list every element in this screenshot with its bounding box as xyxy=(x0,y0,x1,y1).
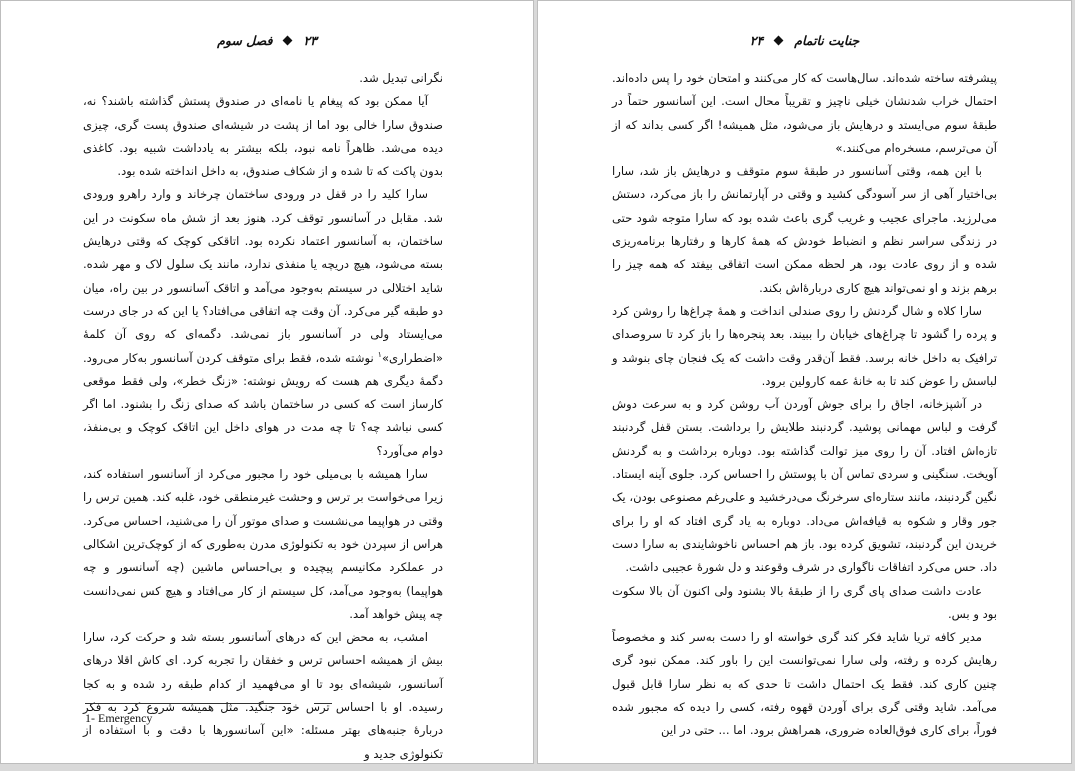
paragraph: سارا کلاه و شال گردنش را روی صندلی انداخت و همهٔ چراغ‌ها را روشن کرد و پرده را گشود تا چراغ‌های خیابان را ببیند. بعد پنجره‌ها را باز کرد تا سروصدای ترافیک به داخل خانه برسد. فقط آن‌قدر وقت داشت که یک فنجان چای بنوشد و لباسش را عوض کند تا به خانهٔ عمه کارولین برود. xyxy=(612,303,997,388)
right-page xyxy=(537,0,1072,764)
footnote-separator xyxy=(314,703,332,704)
footnote-separator xyxy=(85,703,291,704)
paragraph: عادت داشت صدای پای گری را از طبقهٔ بالا بشنود ولی اکنون آن بالا سکوت بود و بس. xyxy=(612,583,997,621)
left-page-body xyxy=(83,67,443,764)
paragraph xyxy=(83,183,443,463)
paragraph-text: نوشته شده، فقط برای متوقف کردن آسانسور به‌کار می‌رود. دگمهٔ دیگری هم هست که رویش نوشته: «زنگ خطر»، ولی فقط موقعی کارساز است که کسی در ساختمان باشد که صدای زنگ را بشنود. اما اگر کسی نباشد چه؟ تا چه مدت در هوای داخل این اتاقک کوچک و بی‌منفذ، دوام می‌آورد؟ xyxy=(83,350,443,458)
left-page xyxy=(0,0,534,764)
paragraph: سارا همیشه با بی‌میلی خود را مجبور می‌کرد از آسانسور استفاده کند، زیرا می‌خواست بر ترس و وحشت غیرمنطقی خود، غلبه کند. همین ترس را وقتی در هواپیما می‌نشست و صدای موتور آن را می‌شنید، احساس می‌کرد. هراس از سپردن خود به تکنولوژی مدرن به‌طوری که از کوچک‌ترین اشکالی در عملکرد مکانیسم پیچیده و بی‌احساس ماشین (چه آسانسور و چه هواپیما) به‌وجود می‌آمد، کل سیستم از کار می‌افتاد و هیچ کس نمی‌دانست چه پیش خواهد آمد. xyxy=(83,467,443,621)
right-page-header xyxy=(538,32,1071,50)
footnote-reference: ۱ xyxy=(377,349,382,359)
paragraph-text: سارا کلید را در قفل در ورودی ساختمان چرخاند و وارد راهرو ورودی شد. مقابل در آسانسور توقف کرد. هنوز بعد از شش ماه سکونت در این ساختمان، به آسانسور اعتماد نکرده بود. اتاقکی کوچک که وقتی درهایش بسته می‌شود، هیچ دریچه یا منفذی ندارد، مانند یک سلول لاک و مهر شده. شاید اختلالی در سیستم به‌وجود می‌آمد و اتاقک آسانسور در بین راه، میان دو طبقه گیر می‌کرد. آن وقت چه اتفاقی می‌افتاد؟ یا این که در جای درست می‌ایستاد ولی در آسانسور باز نمی‌شد. دگمه‌ای که روی آن کلمهٔ «اضطراری» xyxy=(83,187,443,365)
page-number: ۲۴ xyxy=(749,33,764,48)
paragraph: امشب، به محض این که درهای آسانسور بسته شد و حرکت کرد، سارا بیش از همیشه احساس ترس و خفقان را تجربه کرد. ای کاش اقلا درهای آسانسور، شیشه‌ای بود تا او می‌فهمید از کدام طبقه رد شده و به کجا رسیده. او با احساس ترس خود جنگید. مثل همیشه شروع کرد به فکر دربارهٔ جنبه‌های بهتر مسئله: «این آسانسورها با دقت و با استفاده از تکنولوژی جدید و xyxy=(83,630,443,761)
footnote: 1- Emergency xyxy=(85,711,153,725)
paragraph: پیشرفته ساخته شده‌اند. سال‌هاست که کار می‌کنند و امتحان خود را پس داده‌اند. احتمال خراب شدنشان خیلی ناچیز و تقریباً محال است. این آسانسور حتماً در طبقهٔ سوم می‌ایستد و درهایش باز می‌شود، مثل همیشه! اگر کسی بداند که از آن می‌ترسم، مسخره‌ام می‌کنند.» xyxy=(612,71,997,155)
chapter-title: فصل سوم xyxy=(217,33,273,48)
diamond-ornament-icon xyxy=(283,36,293,46)
book-title: جنایت ناتمام xyxy=(794,33,860,48)
paragraph: در آشپزخانه، اجاق را برای جوش آوردن آب روشن کرد و به سرعت دوش گرفت و لباس مهمانی پوشید. گردنبند طلایش را برداشت. بستن قفل گردنبند تازه‌اش افتاد. آن را روی میز توالت گذاشته بود. دوباره برداشت و به گردنش آویخت. سنگینی و سردی تماس آن با پوستش را احساس کرد. جلوی آینه ایستاد. نگین گردنبند، مانند ستاره‌ای سرخرنگ می‌درخشید و علی‌رغم مصنوعی بودن، یک جور وقار و شکوه به قیافه‌اش می‌داد. دوباره به یاد گری افتاد که او را برای خریدن این گردنبند، تشویق کرده بود. باز هم احساس ناخوشایندی به سارا دست داد. حس می‌کرد اتفاقات ناگواری در شرف وقوعند و دل شورهٔ عجیبی داشت. xyxy=(612,397,997,575)
paragraph: نگرانی تبدیل شد. xyxy=(359,71,443,85)
page-number: ۲۳ xyxy=(303,33,317,48)
paragraph: با این همه، وقتی آسانسور در طبقهٔ سوم متوقف و درهایش باز شد، سارا بی‌اختیار آهی از سر آسودگی کشید و وقتی در آپارتمانش را باز می‌کرد، دستش می‌لرزید. ماجرای عجیب و غریب گری باعث شده بود که سارا متوجه شود حتی در زندگی سراسر نظم و انضباط خودش که همهٔ کارها و رفتارها برنامه‌ریزی شده و از روی عادت بود، هر لحظه ممکن است اتفاقی بیفتد که همه چیز را برهم بزند و او نمی‌تواند هیچ کاری دربارهٔ‌اش بکند. xyxy=(612,164,997,295)
diamond-ornament-icon xyxy=(774,36,784,46)
paragraph: آیا ممکن بود که پیغام یا نامه‌ای در صندوق پستش گذاشته باشند؟ نه، صندوق سارا خالی بود اما از پشت در شیشه‌ای صندوق پست گری، چیزی دیده می‌شد. ظاهراً نامه نبود، بلکه بیشتر به یادداشت شبیه بود. کاغذی بدون پاکت که تا شده و از شکاف صندوق، به داخل انداخته شده بود. xyxy=(83,94,443,179)
left-page-header xyxy=(1,32,533,50)
paragraph: مدیر کافه تریا شاید فکر کند گری خواسته او را دست به‌سر کند و مخصوصاً رهایش کرده و رفته، ولی سارا نمی‌توانست این را باور کند. ممکن نبود گری چنین کاری کند. فقط یک احتمال داشت تا حدی که به نظر سارا قابل قبول می‌آمد. شاید وقتی گری برای آوردن قهوه رفته، کسی را دیده که مجبور شده فوراً، برای کاری فوق‌العاده ضروری، همراهش برود. اما ... حتی در این xyxy=(612,630,997,738)
right-page-body xyxy=(612,67,997,743)
